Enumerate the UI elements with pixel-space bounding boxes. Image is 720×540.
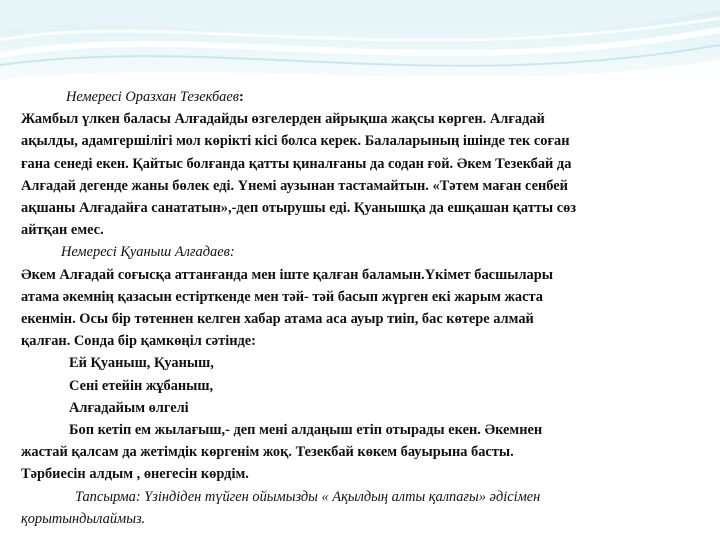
paragraph-line: жастай қалсам да жетімдік көргенім жоқ. Тезекбай көкем бауырына басты. [21,444,514,461]
verse-line: Алғадайым өлгелі [69,399,189,416]
paragraph-line: ақшаны Алғадайға санататын»,-деп отырушы еді. Қуанышқа да ешқашан қатты сөз [21,200,577,217]
paragraph-line: Жамбыл үлкен баласы Алғадайды өзгелерден айрықша жақсы көрген. Алғадай [21,111,545,128]
paragraph-line: Тәрбиесін алдым , өнегесін көрдім. [21,466,249,483]
paragraph-line: екенмін. Осы бір төтеннен келген хабар атама аса ауыр тиіп, бас көтере алмай [21,311,534,328]
paragraph-line: Әкем Алғадай соғысқа аттанғанда мен іште қалған баламын.Үкімет басшылары [21,266,553,283]
verse-line: Ей Қуаныш, Қуаныш, [69,355,214,372]
paragraph-line: айтқан емес. [21,222,104,239]
paragraph-line: ақылды, адамгершілігі мол көрікті кісі болса керек. Балаларының ішінде тек соған [21,133,570,150]
task-line: Тапсырма: Үзіндіден түйген ойымызды « Ақылдың алты қалпағы» әдісімен [75,488,541,505]
decorative-header-band [0,0,720,100]
wave-decoration [0,0,720,100]
heading-orazkhan: Немересі Оразхан Тезекбаев: [66,89,244,105]
verse-line: Боп кетіп ем жылағыш,- деп мені алдаңыш етіп отырады екен. Әкемнен [69,422,543,439]
paragraph-line: ғана сенеді екен. Қайтыс болғанда қатты қиналғаны да содан ғой. Әкем Тезекбай да [21,155,572,172]
verse-line: Сені етейін жұбаныш, [69,377,214,394]
task-line: қорытындылаймыз. [21,510,146,527]
paragraph-line: Алғадай дегенде жаны бөлек еді. Үнемі аузынан тастамайтын. «Тәтем маған сенбей [21,177,568,194]
heading-kuanysh: Немересі Қуаныш Алғадаев: [61,244,235,261]
paragraph-line: атама әкемнің қазасын естірткенде мен тәй- тәй басып жүрген екі жарым жаста [21,288,543,305]
paragraph-line: қалған. Сонда бір қамкөңіл сәтінде: [21,333,256,350]
document-body [21,86,716,530]
